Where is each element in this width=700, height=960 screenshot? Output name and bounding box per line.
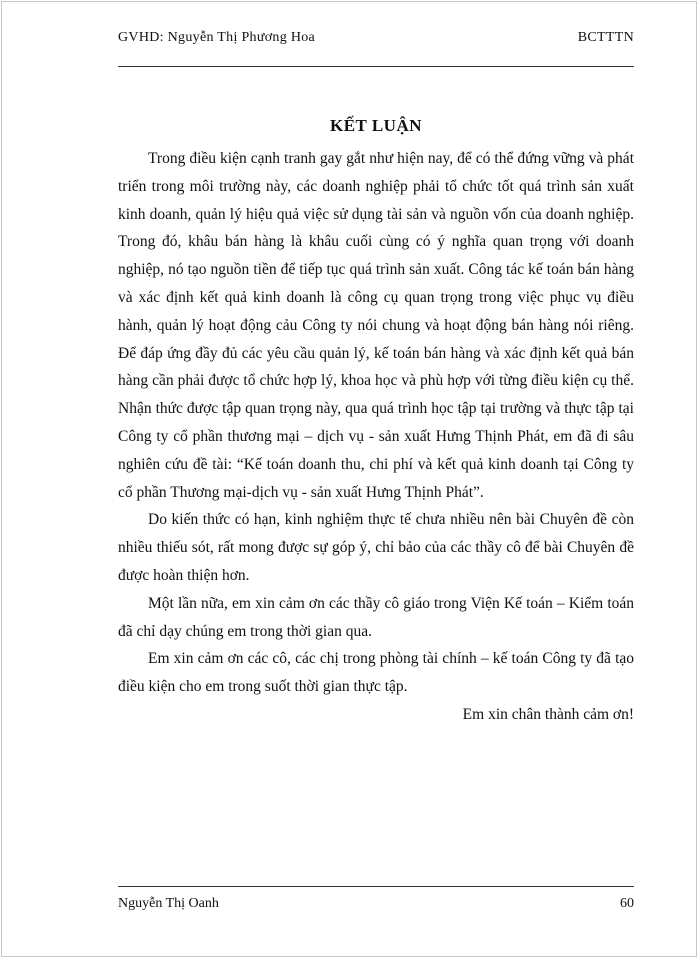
header-divider [118,66,634,67]
paragraph: Do kiến thức có hạn, kinh nghiệm thực tế chưa nhiều nên bài Chuyên đề còn nhiều thiếu sót, rất mong được sự góp ý, chỉ bảo của các thầy cô để bài Chuyên đề được hoàn thiện hơn. [118,511,634,584]
paragraph: Em xin cảm ơn các cô, các chị trong phòng tài chính – kế toán Công ty đã tạo điều kiện cho em trong suốt thời gian thực tập. [118,650,634,696]
report-code: BCTTTN [577,30,634,45]
page-footer [118,896,634,916]
footer-divider [118,886,634,887]
page-header [118,30,634,50]
closing-line: Em xin chân thành cảm ơn! [462,705,634,723]
page-number: 60 [620,896,634,911]
paragraph: Một lần nữa, em xin cảm ơn các thầy cô giáo trong Viện Kế toán – Kiểm toán đã chỉ dạy chúng em trong thời gian qua. [118,594,634,640]
author-name: Nguyễn Thị Oanh [118,896,219,911]
paragraph: Trong điều kiện cạnh tranh gay gắt như hiện nay, để có thể đứng vững và phát triển trong môi trường này, các doanh nghiệp phải tổ chức tốt quá trình sản xuất kinh doanh, quản lý hiệu quả việc sử dụng tài sản và nguồn vốn của doanh nghiệp. Trong đó, khâu bán hàng là khâu cuối cùng có ý nghĩa quan trọng với doanh nghiệp, nó tạo nguồn tiền để tiếp tục quá trình sản xuất. Công tác kế toán bán hàng và xác định kết quả kinh doanh là công cụ quan trọng trong việc phục vụ điều hành, quản lý hoạt động cảu Công ty nói chung và hoạt động bán hàng nói riêng. Để đáp ứng đầy đủ các yêu cầu quản lý, kế toán bán hàng và xác định kết quả bán hàng cần phải được tổ chức hợp lý, khoa học và phù hợp với từng điều kiện cụ thể. Nhận thức được tập quan trọng này, qua quá trình học tập tại trường và thực tập tại Công ty cổ phần thương mại – dịch vụ - sản xuất Hưng Thịnh Phát, em đã đi sâu nghiên cứu đề tài: “Kế toán doanh thu, chi phí và kết quả kinh doanh tại Công ty cổ phần Thương mại-dịch vụ - sản xuất Hưng Thịnh Phát”. [118,150,634,501]
document-body [118,145,634,729]
supervisor-label: GVHD: Nguyễn Thị Phương Hoa [118,30,316,45]
page-title: KẾT LUẬN [329,116,422,135]
